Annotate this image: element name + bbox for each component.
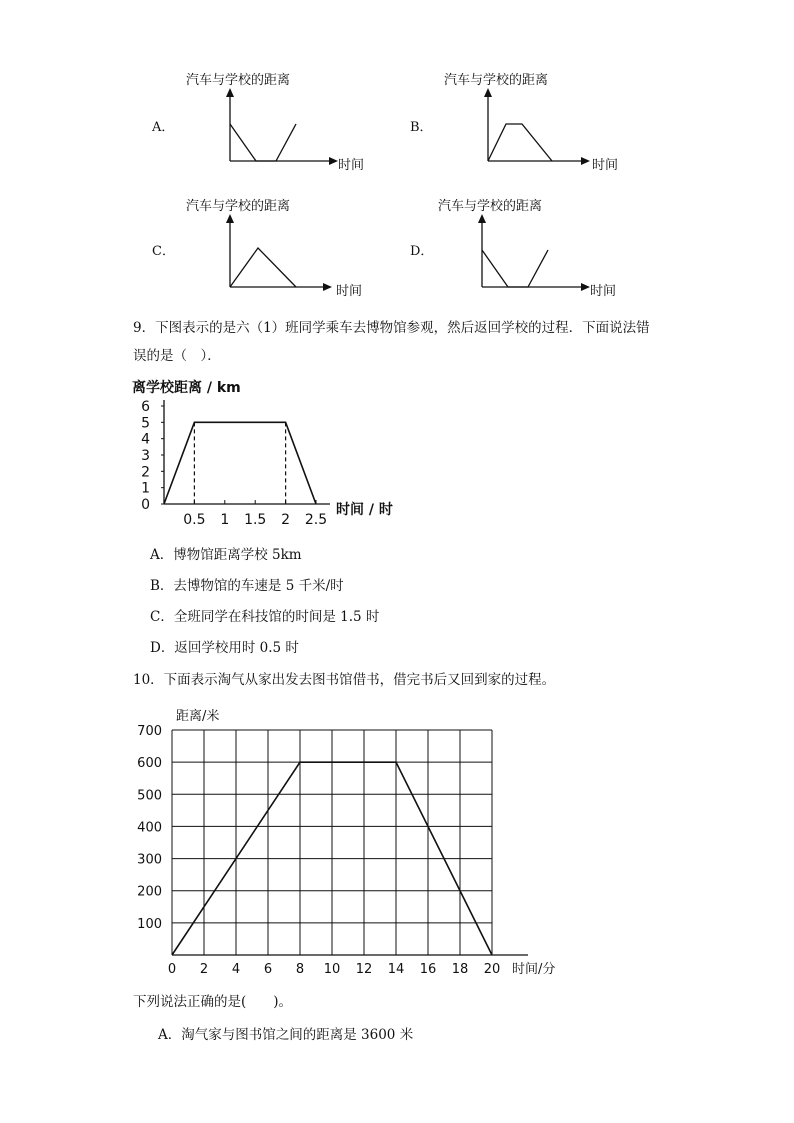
- q10-x-tick-label: 20: [483, 962, 501, 977]
- q10-y-tick-label: 300: [137, 852, 162, 868]
- q10-x-tick-label: 4: [231, 962, 241, 977]
- graph-a-xlabel: 时间: [338, 158, 365, 173]
- graph-b-ylabel: 汽车与学校的距离: [444, 73, 549, 88]
- graph-c-ylabel: 汽车与学校的距离: [186, 199, 291, 214]
- q9-option-d[interactable]: D．返回学校用时 0.5 时: [150, 640, 299, 656]
- option-a-letter[interactable]: A．: [152, 120, 175, 135]
- q9-option-a[interactable]: A．博物馆距离学校 5km: [150, 547, 302, 563]
- q10-y-tick-label: 200: [137, 884, 162, 900]
- graph-b-xlabel: 时间: [592, 158, 619, 173]
- q9-option-c[interactable]: C．全班同学在科技馆的时间是 1.5 时: [150, 609, 380, 625]
- q9-y-tick-label: 5: [141, 415, 150, 432]
- option-c-letter[interactable]: C．: [152, 244, 175, 259]
- q9-x-tick-label: 0.5: [183, 512, 206, 524]
- q9-y-tick-label: 6: [141, 399, 150, 415]
- graph-b: [438, 66, 638, 176]
- option-b-letter[interactable]: B．: [410, 120, 433, 135]
- graph-c-xlabel: 时间: [336, 284, 363, 299]
- q9-chart: [130, 374, 420, 524]
- q10-y-tick-label: 600: [137, 756, 162, 772]
- q10-chart: [130, 700, 570, 985]
- q9-line1: 9．下图表示的是六（1）班同学乘车去博物馆参观，然后返回学校的过程．下面说法错: [133, 320, 650, 336]
- q10-y-tick-label: 700: [137, 724, 162, 739]
- q10-x-tick-label: 18: [451, 962, 469, 977]
- q10-y-tick-label: 400: [137, 820, 162, 836]
- q10-y-tick-label: 100: [137, 916, 162, 932]
- q10-option-a[interactable]: A．淘气家与图书馆之间的距离是 3600 米: [158, 1027, 414, 1043]
- q9-chart-ylabel: 离学校距离 / km: [132, 380, 241, 396]
- q10-x-tick-label: 12: [355, 962, 373, 977]
- q10-x-tick-label: 14: [387, 962, 405, 977]
- q9-x-tick-label: 1: [220, 512, 230, 524]
- q10-x-tick-label: 10: [323, 962, 341, 977]
- graph-a: [180, 66, 380, 176]
- graph-d-xlabel: 时间: [590, 284, 617, 299]
- q9-x-tick-label: 2: [281, 512, 291, 524]
- q9-y-tick-label: 1: [141, 480, 150, 497]
- graph-d-ylabel: 汽车与学校的距离: [438, 199, 543, 214]
- q9-x-tick-label: 1.5: [244, 512, 267, 524]
- q10-x-tick-label: 6: [263, 962, 273, 977]
- q10-intro: 10．下面表示淘气从家出发去图书馆借书，借完书后又回到家的过程。: [133, 672, 556, 688]
- q10-y-tick-label: 500: [137, 788, 162, 804]
- q10-chart-xlabel: 时间/分: [512, 962, 556, 977]
- q10-prompt: 下列说法正确的是( )。: [133, 994, 293, 1010]
- q9-chart-xlabel: 时间 / 时: [336, 502, 393, 518]
- q10-x-tick-label: 2: [199, 962, 209, 977]
- graph-c: [180, 192, 380, 302]
- q10-x-tick-label: 0: [167, 962, 177, 977]
- q9-option-b[interactable]: B．去博物馆的车速是 5 千米/时: [150, 578, 344, 594]
- q10-x-tick-label: 8: [295, 962, 305, 977]
- q9-y-tick-label: 0: [141, 497, 150, 513]
- graph-a-ylabel: 汽车与学校的距离: [186, 73, 291, 88]
- option-d-letter[interactable]: D．: [410, 244, 434, 259]
- q9-y-tick-label: 3: [141, 448, 150, 464]
- graph-d: [432, 192, 632, 302]
- q9-series-line: [164, 422, 316, 504]
- q10-chart-ylabel: 距离/米: [176, 709, 220, 724]
- q9-y-tick-label: 4: [141, 431, 150, 448]
- q9-line2: 误的是（ ）．: [133, 348, 221, 364]
- q10-x-tick-label: 16: [419, 962, 437, 977]
- q9-y-tick-label: 2: [141, 464, 150, 481]
- q9-x-tick-label: 2.5: [304, 512, 328, 524]
